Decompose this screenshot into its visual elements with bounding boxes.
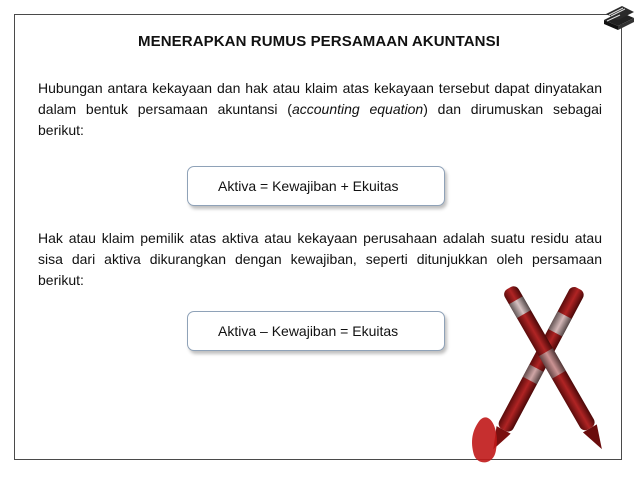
paragraph-intro-text-end: ) dan dirumuskan sebagai berikut: — [38, 101, 602, 138]
slide-title: MENERAPKAN RUMUS PERSAMAAN AKUNTANSI — [138, 33, 500, 50]
paragraph-intro-text: Hubungan antara kekayaan dan hak atau klaim atas kekayaan tersebut dapat dinyatakan dalam bentuk persamaan akuntansi ( — [38, 80, 602, 117]
equation-1-text: Aktiva = Kewajiban + Ekuitas — [218, 178, 399, 194]
stacked-books-icon — [600, 2, 636, 37]
paragraph-intro-italic: accounting equation — [291, 101, 424, 117]
paragraph-intro — [38, 78, 602, 141]
paragraph-residual: Hak atau klaim pemilik atas aktiva atau kekayaan perusahaan adalah suatu residu atau sisa dari aktiva dikurangkan dengan kewajiban, seperti ditunjukkan oleh persamaan berikut: — [38, 230, 602, 288]
equation-box-1 — [187, 166, 445, 206]
crossed-pens-image — [460, 270, 630, 475]
equation-2-text: Aktiva – Kewajiban = Ekuitas — [218, 323, 399, 339]
equation-box-2 — [187, 311, 445, 351]
